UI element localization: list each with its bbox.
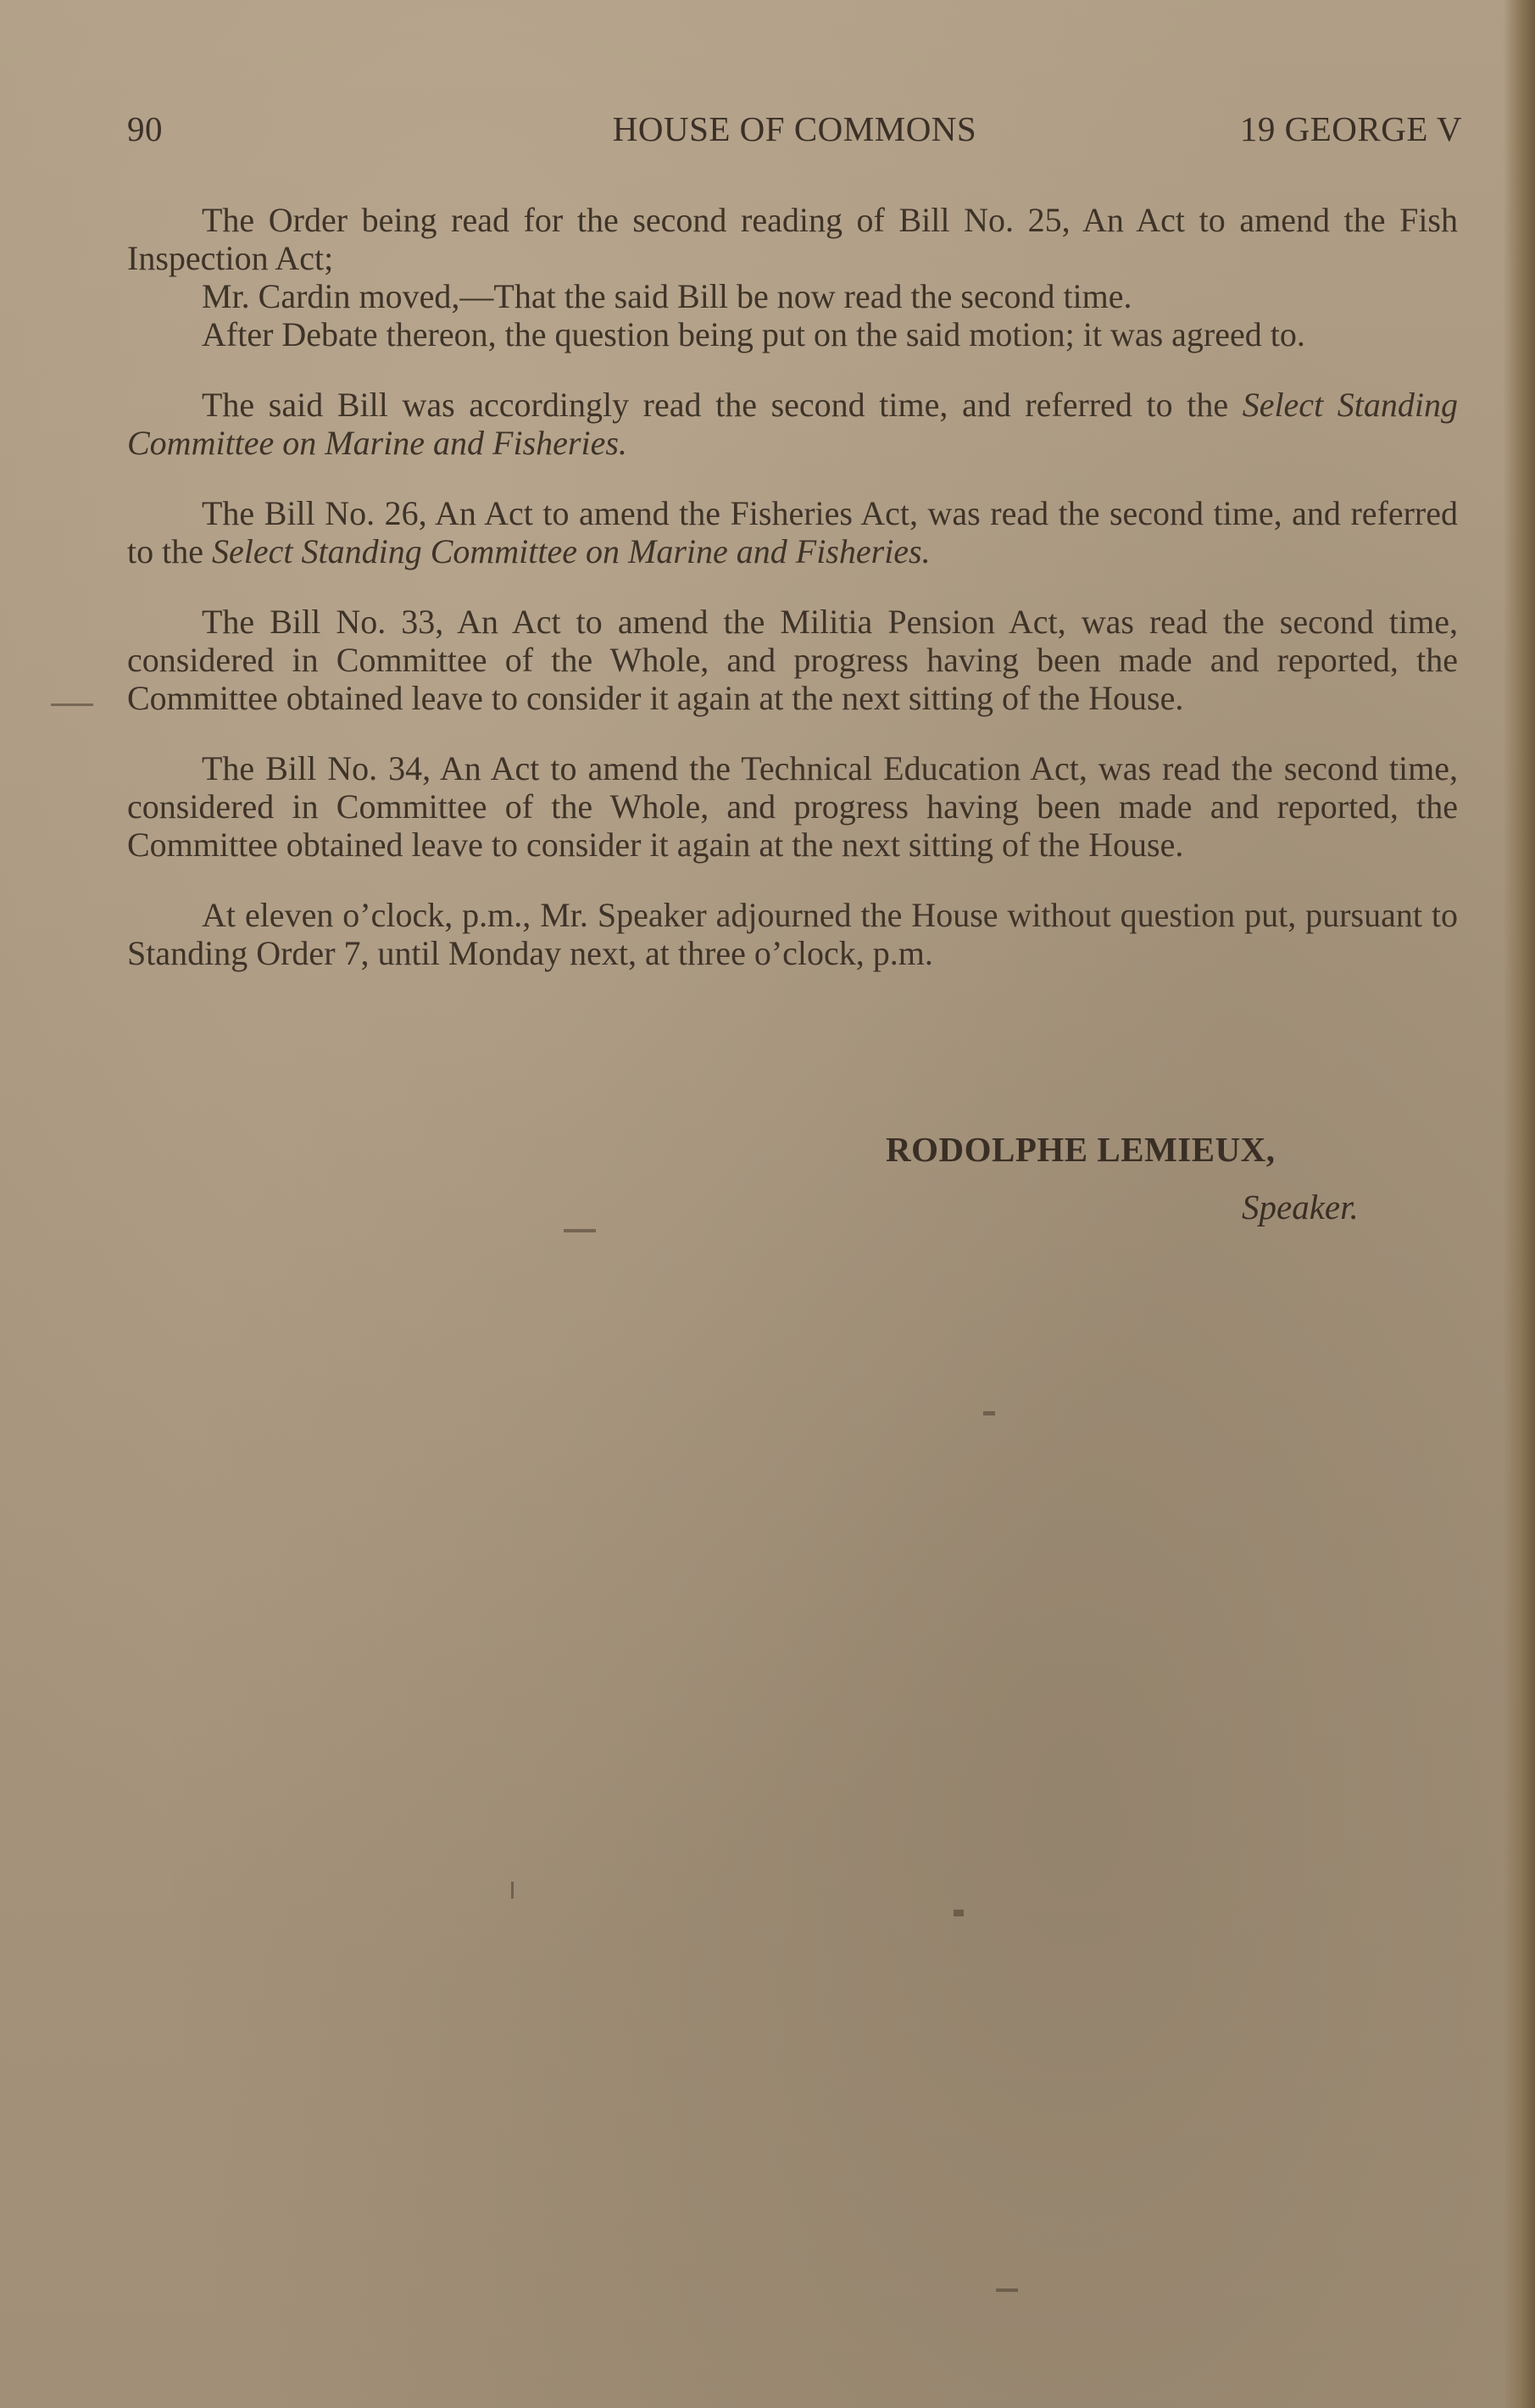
- paragraph-debate-agreed: After Debate thereon, the question being put on the said motion; it was agreed to.: [202, 315, 1305, 353]
- page-header: [127, 108, 1462, 151]
- paragraph-bill-26: The Bill No. 26, An Act to amend the Fisheries Act, was read the second time, and referred to the Select Standing Committee on Marine and Fisheries.: [127, 494, 1458, 570]
- committee-name: Select Standing Committee on Marine and Fisheries.: [127, 386, 1459, 462]
- page-edge-shadow: [1503, 0, 1535, 2408]
- paragraph-bill-33: The Bill No. 33, An Act to amend the Militia Pension Act, was read the second time, considered in Committee of the Whole, and progress having been made and reported, the Committee obtained leave to consider it again at the next sitting of the House.: [127, 603, 1458, 717]
- paragraph-cardin-motion: Mr. Cardin moved,—That the said Bill be now read the second time.: [202, 277, 1132, 315]
- paragraph-bill-25-referred: The said Bill was accordingly read the second time, and referred to the Select Standing Committee on Marine and Fisheries.: [127, 386, 1459, 462]
- paper-speck: [954, 1910, 964, 1916]
- committee-name: Select Standing Committee on Marine and Fisheries.: [211, 532, 931, 570]
- paper-speck: [996, 2288, 1018, 2292]
- paper-speck: [511, 1882, 514, 1899]
- signature-title: Speaker.: [1242, 1187, 1359, 1226]
- paragraph-adjournment: At eleven o’clock, p.m., Mr. Speaker adjourned the House without question put, pursuant to Standing Order 7, until Monday next, at three o’clock, p.m.: [127, 896, 1458, 972]
- running-title: HOUSE OF COMMONS: [612, 109, 977, 148]
- session-label: 19 GEORGE V: [1239, 109, 1462, 148]
- paragraph-bill-34: The Bill No. 34, An Act to amend the Technical Education Act, was read the second time, considered in Committee of the Whole, and progress having been made and reported, the Committee obtained leave to consider it again at the next sitting of the House.: [127, 749, 1458, 864]
- paper-speck: [983, 1411, 995, 1415]
- paper-speck: [51, 703, 93, 706]
- page-number: 90: [127, 109, 163, 148]
- paragraph-bill-25-order: The Order being read for the second reading of Bill No. 25, An Act to amend the Fish Inspection Act;: [127, 201, 1458, 277]
- paper-speck: [564, 1229, 596, 1232]
- journal-entries: [127, 201, 1458, 972]
- signature-name: RODOLPHE LEMIEUX,: [886, 1130, 1276, 1169]
